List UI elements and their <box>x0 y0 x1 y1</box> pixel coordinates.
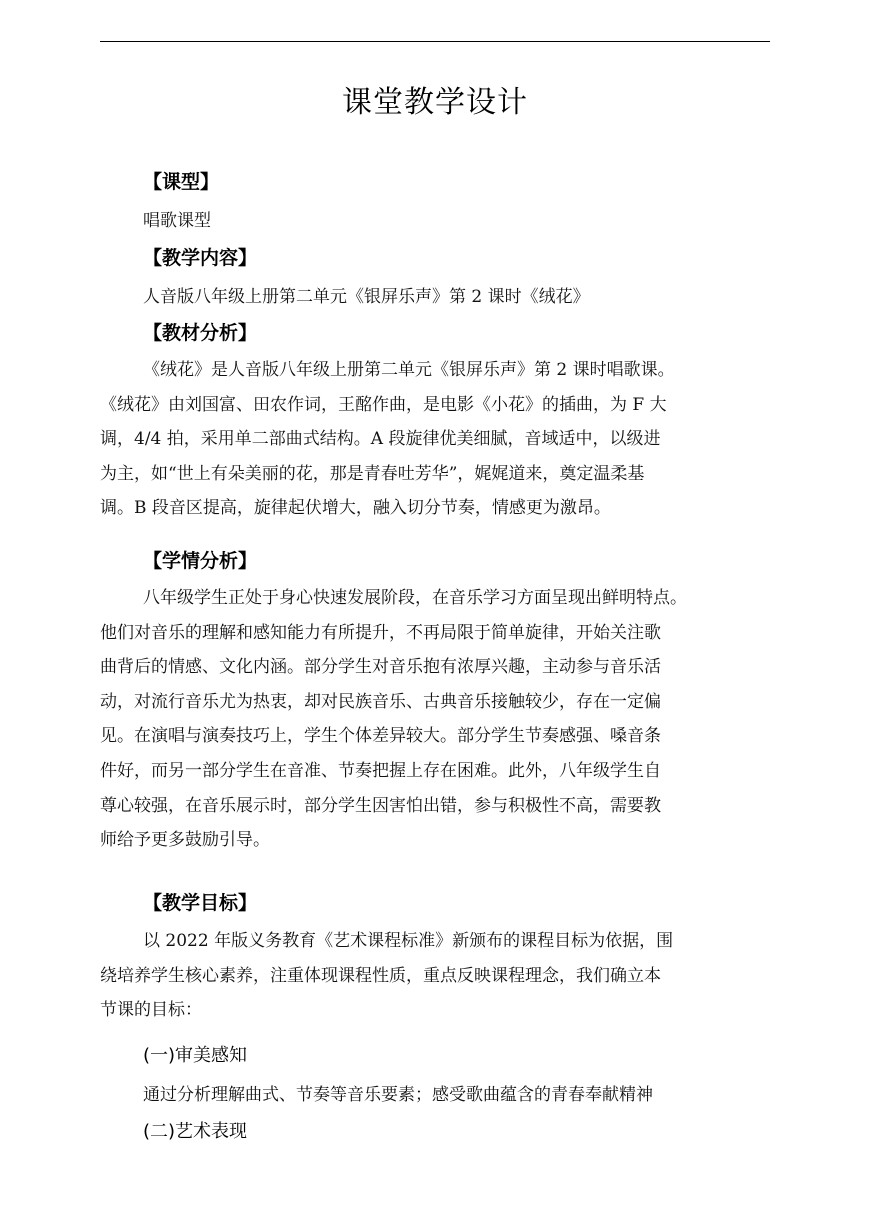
paragraph-line: 节课的目标： <box>100 1000 202 1021</box>
paragraph-line: 件好，而另一部分学生在音准、节奏把握上存在困难。此外，八年级学生自 <box>100 760 661 781</box>
objectives-paragraph <box>100 924 790 1028</box>
paragraph-line: 调，4/4 拍，采用单二部曲式结构。A 段旋律优美细腻，音域适中，以级进 <box>100 429 661 450</box>
paragraph-line: 以 2022 年版义务教育《艺术课程标准》新颁布的课程目标为依据，围 <box>143 931 674 951</box>
paragraph-line: 尊心较强，在音乐展示时，部分学生因害怕出错，参与积极性不高，需要教 <box>100 795 661 816</box>
aesthetic-perception-text: 通过分析理解曲式、节奏等音乐要素；感受歌曲蕴含的青春奉献精神 <box>143 1085 653 1105</box>
heading-material-analysis: 【教材分析】 <box>143 322 258 344</box>
paragraph-line: 他们对音乐的理解和感知能力有所提升，不再局限于简单旋律，开始关注歌 <box>100 622 661 643</box>
heading-teaching-content: 【教学内容】 <box>143 247 258 269</box>
paragraph-line: 为主，如“世上有朵美丽的花，那是青春吐芳华”，娓娓道来，奠定温柔基 <box>100 463 645 484</box>
document-title: 课堂教学设计 <box>342 85 528 120</box>
heading-teaching-objectives: 【教学目标】 <box>143 892 258 914</box>
paragraph-line: 调。B 段音区提高，旋律起伏增大，融入切分节奏，情感更为激昂。 <box>100 498 611 519</box>
paragraph-line: 动，对流行音乐尤为热衷，却对民族音乐、古典音乐接触较少，存在一定偏 <box>100 691 661 712</box>
paragraph-line: 《绒花》由刘国富、田农作词，王酩作曲，是电影《小花》的插曲，为 F 大 <box>100 394 667 415</box>
heading-student-analysis: 【学情分析】 <box>143 550 258 572</box>
paragraph-line: 见。在演唱与演奏技巧上，学生个体差异较大。部分学生节奏感强、嗓音条 <box>100 726 661 747</box>
header-rule <box>100 41 770 42</box>
paragraph-line: 曲背后的情感、文化内涵。部分学生对音乐抱有浓厚兴趣，主动参与音乐活 <box>100 657 661 678</box>
paragraph-line: 《绒花》是人音版八年级上册第二单元《银屏乐声》第 2 课时唱歌课。 <box>143 360 675 380</box>
subheading-artistic-expression: (二)艺术表现 <box>143 1121 248 1142</box>
teaching-content-text: 人音版八年级上册第二单元《银屏乐声》第 2 课时《绒花》 <box>143 287 590 307</box>
student-analysis-paragraph <box>100 581 790 858</box>
subheading-aesthetic-perception: (一)审美感知 <box>143 1045 248 1066</box>
course-type-text: 唱歌课型 <box>143 211 211 231</box>
heading-course-type: 【课型】 <box>143 171 220 193</box>
paragraph-line: 绕培养学生核心素养，注重体现课程性质，重点反映课程理念，我们确立本 <box>100 965 661 986</box>
paragraph-line: 八年级学生正处于身心快速发展阶段，在音乐学习方面呈现出鲜明特点。 <box>143 588 687 608</box>
material-analysis-paragraph <box>100 353 790 526</box>
paragraph-line: 师给予更多鼓励引导。 <box>100 830 270 851</box>
